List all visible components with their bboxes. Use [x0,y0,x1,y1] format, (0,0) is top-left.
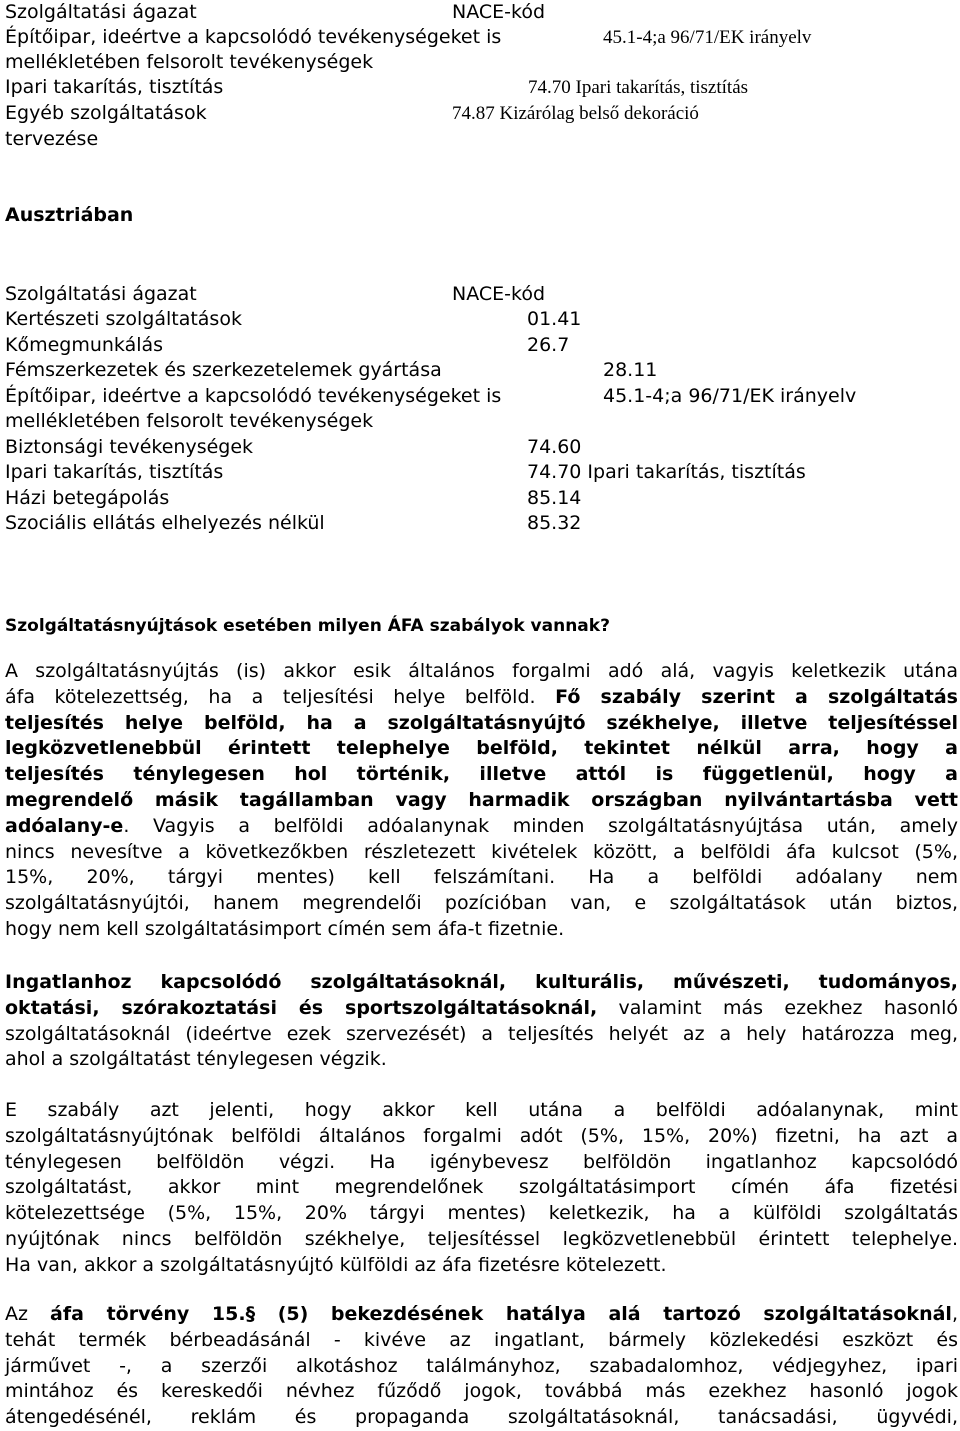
bold-text: Ingatlanhoz kapcsolódó szolgáltatásoknál, kulturális, művészeti, tudományos, [5,971,958,993]
bold-text: adóalany-e [5,814,124,837]
text: szolgáltatást, akkor mint megrendelőnek szolgáltatásimport címén áfa fizetési [5,1176,958,1199]
paragraph-line [5,1201,958,1227]
paragraph-line [5,970,958,996]
table1-row-sector: Építőipar, ideértve a kapcsolódó tevékenységeket is [5,26,502,48]
paragraph-line [5,1302,958,1328]
paragraph-line [5,1047,958,1073]
bold-text: § [245,1303,256,1325]
table2-row-sector-cont: mellékletében felsorolt tevékenységek [5,410,374,432]
table1-row-sector-cont: tervezése [5,128,99,150]
section-title: Ausztriában [5,204,134,226]
bold-text: áfa törvény 15. [50,1303,246,1325]
table2-row-sector: Biztonsági tevékenységek [5,436,254,458]
table1-row-nace: 74.70 Ipari takarítás, tisztítás [528,77,749,98]
text: kötelezettsége (5%, 15%, 20% tárgyi mentes) keletkezik, ha a külföldi szolgáltatás [5,1202,958,1225]
paragraph-line [5,917,958,943]
paragraph-line [5,814,958,840]
question-heading: Szolgáltatásnyújtások esetében milyen ÁFA szabályok vannak? [5,616,610,636]
table1-header-nace: NACE-kód [452,1,546,23]
table1-row-nace: 74.87 Kizárólag belső dekoráció [452,103,699,124]
text: Ha van, akkor a szolgáltatásnyújtó külföldi az áfa fizetésre kötelezett. [5,1253,667,1276]
paragraph-line [5,1227,958,1253]
paragraph-line [5,762,958,788]
text: nincs nevesítve a következőkben részletezett kivételek között, a belföldi áfa kulcsot (5%, [5,840,958,863]
paragraph-line [5,1150,958,1176]
text: szolgáltatásnyújtónak belföldi általános forgalmi adót (5%, 15%, 20%) fizetni, ha azt a [5,1124,958,1147]
table2-row-sector: Szociális ellátás elhelyezés nélkül [5,512,325,534]
text: átengedésénél, reklám és propaganda szolgáltatásoknál, tanácsadási, ügyvédi, [5,1406,958,1429]
table2-header-nace: NACE-kód [452,283,546,305]
paragraph-line [5,840,958,866]
table1-row-sector: Egyéb szolgáltatások [5,102,207,124]
table2-row-nace: 74.70 Ipari takarítás, tisztítás [527,461,806,483]
table2-row-sector: Építőipar, ideértve a kapcsolódó tevékenységeket is [5,385,502,407]
text: ahol a szolgáltatást ténylegesen végzik. [5,1048,387,1071]
paragraph-line [5,1098,958,1124]
text: szolgáltatásnyújtói, hanem megrendelői pozícióban van, e szolgáltatások után biztos, [5,892,958,915]
paragraph-line [5,1405,958,1431]
paragraph-line [5,736,958,762]
table1-row-nace: 45.1-4;a 96/71/EK irányelv [603,27,812,48]
paragraph-line [5,1328,958,1354]
text: valamint más ezekhez hasonló [597,996,958,1019]
table2-row-sector: Kőmegmunkálás [5,334,164,356]
table2-header-sector: Szolgáltatási ágazat [5,283,197,305]
table2-row-nace: 74.60 [527,436,582,458]
table2-row-nace: 85.32 [527,512,582,534]
table2-row-nace: 28.11 [603,359,658,381]
paragraph-line [5,996,958,1022]
table1-row-sector-cont: mellékletében felsorolt tevékenységek [5,51,374,73]
bold-text: teljesítés helye belföld, ha a szolgáltatásnyújtó székhelye, illetve teljesítéssel [5,711,958,734]
paragraph-line [5,1022,958,1048]
table2-row-sector: Fémszerkezetek és szerkezetelemek gyártása [5,359,442,381]
paragraph-line [5,891,958,917]
paragraph-line [5,711,958,737]
text: . Vagyis a belföldi adóalanynak minden szolgáltatásnyújtása után, amely [123,814,958,837]
table2-row-sector: Ipari takarítás, tisztítás [5,461,224,483]
text: szolgáltatásoknál (ideértve ezek szervezését) a teljesítés helyét az a hely határozza meg, [5,1022,958,1045]
paragraph-line [5,1124,958,1150]
text: Az [5,1303,51,1325]
paragraph-line [5,685,958,711]
text: járművet -, a szerzői alkotáshoz találmányhoz, szabadalomhoz, védjegyhez, ipari [5,1354,958,1377]
paragraph-line [5,1253,958,1279]
text: E szabály azt jelenti, hogy akkor kell utána a belföldi adóalanynak, mint [5,1099,958,1121]
bold-text: oktatási, szórakoztatási és sportszolgáltatásoknál, [5,996,598,1019]
paragraph-line [5,865,958,891]
paragraph-line [5,1379,958,1405]
text: áfa kötelezettség, ha a teljesítési helye belföld. [5,685,556,708]
paragraph-line [5,788,958,814]
bold-text: legközvetlenebbül érintett telephelye belföld, tekintet nélkül arra, hogy a [5,737,958,760]
table2-row-nace: 45.1-4;a 96/71/EK irányelv [603,385,857,407]
paragraph-line [5,659,958,685]
text: 15%, 20%, tárgyi mentes) kell felszámítani. Ha a belföldi adóalany nem [5,866,958,889]
bold-text: megrendelő másik tagállamban vagy harmadik országban nyilvántartásba vett [5,789,958,811]
text: , [951,1303,958,1325]
paragraph-line [5,1354,958,1380]
table1-row-sector: Ipari takarítás, tisztítás [5,76,224,98]
table2-row-sector: Házi betegápolás [5,487,170,509]
table2-row-nace: 01.41 [527,308,582,330]
text: nyújtónak nincs belföldön székhelye, teljesítéssel legközvetlenebbül érintett telephelye. [5,1228,958,1250]
bold-text: Fő szabály szerint a szolgáltatás [555,685,958,708]
bold-text: (5) bekezdésének hatálya alá tartozó szolgáltatásoknál [255,1303,952,1325]
text: ténylegesen belföldön végzi. Ha igénybevesz belföldön ingatlanhoz kapcsolódó [5,1150,958,1173]
table2-row-nace: 85.14 [527,487,582,509]
paragraph-line [5,1175,958,1201]
table2-row-nace: 26.7 [527,334,570,356]
text: tehát termék bérbeadásánál - kivéve az ingatlant, bármely közlekedési eszközt és [5,1328,958,1351]
text: hogy nem kell szolgáltatásimport címén sem áfa-t fizetnie. [5,918,565,940]
bold-text: teljesítés ténylegesen hol történik, illetve attól is függetlenül, hogy a [5,763,958,786]
text: A szolgáltatásnyújtás (is) akkor esik általános forgalmi adó alá, vagyis keletkezik utána [5,660,958,682]
text: mintához és kereskedői névhez fűződő jogok, továbbá más ezekhez hasonló jogok [5,1380,958,1403]
table2-row-sector: Kertészeti szolgáltatások [5,308,242,330]
table1-header-sector: Szolgáltatási ágazat [5,1,197,23]
